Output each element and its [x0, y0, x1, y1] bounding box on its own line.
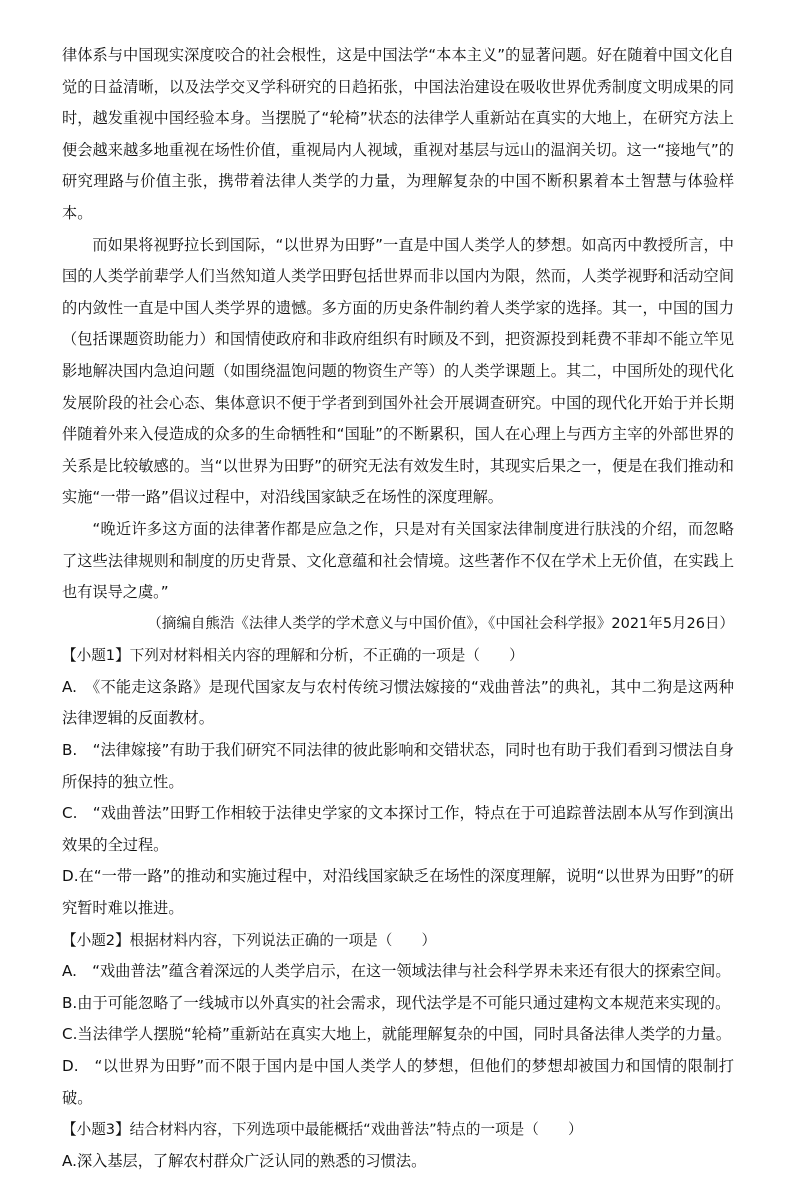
question-3-option-a: A.深入基层，了解农村群众广泛认同的熟悉的习惯法。: [62, 1151, 427, 1170]
question-1: [62, 640, 734, 924]
question-2-option-c: C.当法律学人摆脱“轮椅”重新站在真实大地上，就能理解复杂的中国，同时具备法律人类学的力量。: [62, 1025, 732, 1044]
question-2: [62, 925, 734, 1115]
question-1-option-b: B. “法律嫁接”有助于我们研究不同法律的彼此影响和交错状态，同时也有助于我们看到习惯法自身所保持的独立性。: [62, 741, 734, 791]
passage-paragraph-2: 而如果将视野拉长到国际，“以世界为田野”一直是中国人类学人的梦想。如高丙中教授所言，中国的人类学前辈学人们当然知道人类学田野包括世界而非以国内为限，然而，人类学视野和活动空间的内敛性一直是中国人类学界的遗憾。多方面的历史条件制约着人类学家的选择。其一，中国的国力（包括课题资助能力）和国情使政府和非政府组织有时顾及不到，把资源投到耗费不菲却不能立竿见影地解决国内急迫问题（如围绕温饱问题的物资生产等）的人类学课题上。其二，中国所处的现代化发展阶段的社会心态、集体意识不便于学者到到国外社会开展调查研究。中国的现代化开始于并长期伴随着外来入侵造成的众多的生命牺牲和“国耻”的不断累积，国人在心理上与西方主宰的外部世界的关系是比较敏感的。当“以世界为田野”的研究无法有效发生时，其现实后果之一，便是在我们推动和实施“一带一路”倡议过程中，对沿线国家缺乏在场性的深度理解。: [62, 235, 734, 507]
question-1-option-c: C. “戏曲普法”田野工作相较于法律史学家的文本探讨工作，特点在于可追踪普法剧本从写作到演出效果的全过程。: [62, 804, 734, 854]
question-2-option-d: D. “以世界为田野”而不限于国内是中国人类学人的梦想，但他们的梦想却被国力和国情的限制打破。: [62, 1057, 734, 1107]
document-page: [62, 40, 734, 1177]
passage-source: （摘编自熊浩《法律人类学的学术意义与中国价值》，《中国社会科学报》2021年5月26日）: [147, 615, 734, 632]
question-1-option-d: D.在“一带一路”的推动和实施过程中，对沿线国家缺乏在场性的深度理解，说明“以世界为田野”的研究暂时难以推进。: [62, 867, 734, 918]
question-2-stem: 【小题2】根据材料内容，下列说法正确的一项是（ ）: [62, 931, 437, 949]
question-1-stem: 【小题1】下列对材料相关内容的理解和分析，不正确的一项是（ ）: [62, 647, 524, 665]
question-3: [62, 1114, 734, 1177]
passage-paragraph-1: 律体系与中国现实深度咬合的社会根性，这是中国法学“本本主义”的显著问题。好在随着中国文化自觉的日益清晰，以及法学交叉学科研究的日趋拓张，中国法治建设在吸收世界优秀制度文明成果的同时，越发重视中国经验本身。当摆脱了“轮椅”状态的法律学人重新站在真实的大地上，在研究方法上便会越来越多地重视在场性价值，重视局内人视域，重视对基层与远山的温润关切。这一“接地气”的研究理路与价值主张，携带着法律人类学的力量，为理解复杂的中国不断积累着本土智慧与体验样本。: [62, 46, 734, 222]
question-3-stem: 【小题3】结合材料内容，下列选项中最能概括“戏曲普法”特点的一项是（ ）: [62, 1121, 583, 1139]
passage-quote: “晚近许多这方面的法律著作都是应急之作，只是对有关国家法律制度进行肤浅的介绍，而忽略了这些法律规则和制度的历史背景、文化意蕴和社会情境。这些著作不仅在学术上无价值，在实践上也有误导之虞。”: [62, 519, 734, 602]
question-1-option-a: A. 《不能走这条路》是现代国家友与农村传统习惯法嫁接的“戏曲普法”的典礼，其中二狗是这两种法律逻辑的反面教材。: [62, 677, 734, 728]
question-2-option-a: A. “戏曲普法”蕴含着深远的人类学启示，在这一领域法律与社会科学界未来还有很大的探索空间。: [62, 962, 731, 981]
question-2-option-b: B.由于可能忽略了一线城市以外真实的社会需求，现代法学是不可能只通过建构文本规范来实现的。: [62, 993, 731, 1012]
